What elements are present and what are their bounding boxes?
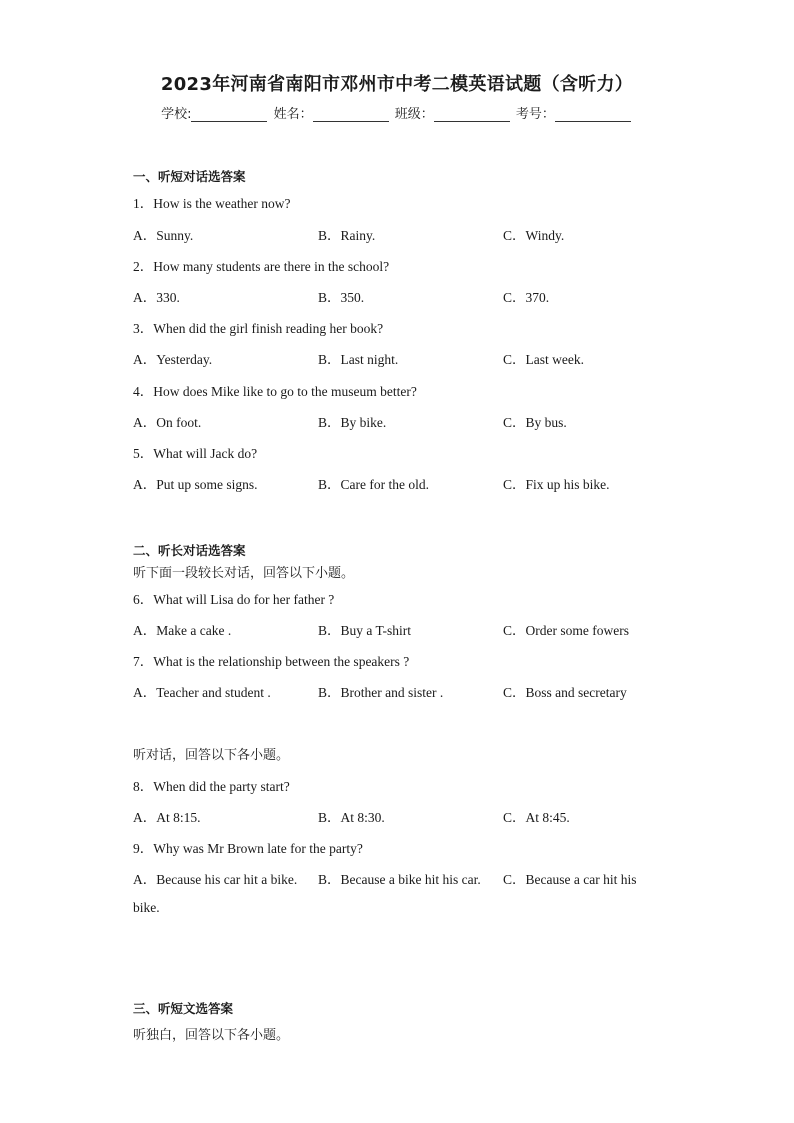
q9-option-c-wrap: bike. [133, 900, 160, 915]
q3-option-a[interactable]: A．Yesterday. [133, 352, 213, 367]
name-blank[interactable] [313, 107, 389, 122]
question-7: 7．What is the relationship between the speakers ? [133, 654, 410, 669]
question-9: 9．Why was Mr Brown late for the party? [133, 841, 363, 856]
q1-option-b[interactable]: B．Rainy. [318, 228, 376, 243]
page-title: 2023年河南省南阳市邓州市中考二模英语试题（含听力） [160, 74, 634, 95]
q6-option-b[interactable]: B．Buy a T-shirt [318, 623, 412, 638]
q2-option-b[interactable]: B．350. [318, 290, 365, 305]
q5-option-a[interactable]: A．Put up some signs. [133, 477, 258, 492]
question-4: 4．How does Mike like to go to the museum better? [133, 384, 417, 399]
question-8: 8．When did the party start? [133, 779, 290, 794]
section-3-instruction: 听独白，回答以下各小题。 [133, 1028, 290, 1043]
q1-option-a[interactable]: A．Sunny. [133, 228, 194, 243]
q1-option-c[interactable]: C．Windy. [503, 228, 565, 243]
q3-option-c[interactable]: C．Last week. [503, 352, 584, 367]
question-3: 3．When did the girl finish reading her book? [133, 321, 384, 336]
q9-option-a[interactable]: A．Because his car hit a bike. [133, 872, 298, 887]
class-label: 班级： [394, 107, 434, 122]
q2-option-c[interactable]: C．370. [503, 290, 550, 305]
q2-option-a[interactable]: A．330. [133, 290, 180, 305]
school-blank[interactable] [191, 107, 267, 122]
question-5: 5．What will Jack do? [133, 446, 258, 461]
q7-option-b[interactable]: B．Brother and sister . [318, 685, 444, 700]
school-label: 学校: [161, 107, 192, 122]
q9-option-c[interactable]: C．Because a car hit his [503, 872, 637, 887]
exam-number-blank[interactable] [555, 107, 631, 122]
q3-option-b[interactable]: B．Last night. [318, 352, 399, 367]
q4-option-a[interactable]: A．On foot. [133, 415, 202, 430]
student-info-line [0, 103, 794, 122]
section-1-heading: 一、听短对话选答案 [133, 169, 246, 184]
q9-option-b[interactable]: B．Because a bike hit his car. [318, 872, 481, 887]
section-2-instruction: 听下面一段较长对话，回答以下小题。 [133, 566, 355, 581]
name-label: 姓名： [273, 107, 313, 122]
section-2-heading: 二、听长对话选答案 [133, 543, 246, 558]
q5-option-b[interactable]: B．Care for the old. [318, 477, 429, 492]
q8-option-c[interactable]: C．At 8:45. [503, 810, 570, 825]
q4-option-c[interactable]: C．By bus. [503, 415, 567, 430]
q6-option-a[interactable]: A．Make a cake . [133, 623, 232, 638]
question-2: 2．How many students are there in the school? [133, 259, 390, 274]
section-3-heading: 三、听短文选答案 [133, 1001, 234, 1016]
exam-number-label: 考号： [515, 107, 555, 122]
q7-option-c[interactable]: C．Boss and secretary [503, 685, 627, 700]
question-6: 6．What will Lisa do for her father ? [133, 592, 335, 607]
question-1: 1．How is the weather now? [133, 196, 291, 211]
q6-option-c[interactable]: C．Order some fowers [503, 623, 629, 638]
q7-option-a[interactable]: A．Teacher and student . [133, 685, 271, 700]
q8-option-a[interactable]: A．At 8:15. [133, 810, 201, 825]
q4-option-b[interactable]: B．By bike. [318, 415, 387, 430]
section-2-instruction-2: 听对话，回答以下各小题。 [133, 748, 290, 763]
q5-option-c[interactable]: C．Fix up his bike. [503, 477, 610, 492]
class-blank[interactable] [434, 107, 510, 122]
q8-option-b[interactable]: B．At 8:30. [318, 810, 385, 825]
